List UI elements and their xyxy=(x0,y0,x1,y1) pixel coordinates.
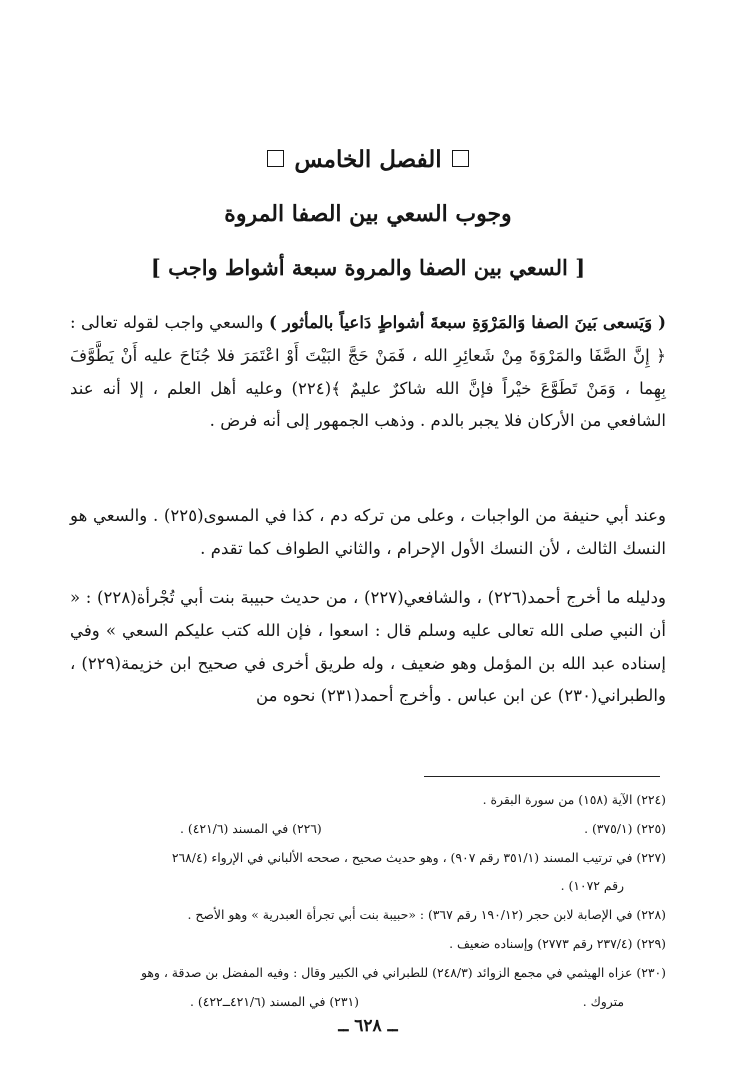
footnote-224: (٢٢٤) الآية (١٥٨) من سورة البقرة . xyxy=(482,792,666,807)
footnote-231: (٢٣١) في المسند (٤٢١/٦ــ٤٢٢) . xyxy=(190,993,359,1009)
paragraph-2-text: وعند أبي حنيفة من الواجبات ، وعلى من تركه دم ، كذا في المسوى(٢٢٥) . والسعي هو النسك الثالث ، لأن النسك الأول الإحرام ، والثاني الطواف كما تقدم . xyxy=(70,506,667,558)
matn-text: ( وَيَسعى بَينَ الصفا وَالمَرْوَةِ سبعةَ أشواطٍ دَاعياً بالمأثور ) xyxy=(268,312,667,332)
footnote-227: (٢٢٧) في ترتيب المسند (٣٥١/١ رقم ٩٠٧) ، وهو حديث صحيح ، صححه الألباني في الإرواء (٢٦٨/٤ xyxy=(171,849,666,865)
paragraph-3 xyxy=(70,582,666,713)
footnote-226: (٢٢٦) في المسند (٤٢١/٦) . xyxy=(180,820,322,836)
footnote-row-230-231 xyxy=(70,988,666,1017)
paragraph-1 xyxy=(70,306,666,438)
section-subtitle: [ السعي بين الصفا والمروة سبعة أشواط واجب ] xyxy=(150,255,586,280)
commentary-text: والسعي واجب لقوله تعالى : ﴿ إِنَّ الصَّفَا والمَرْوَةَ مِنْ شَعائِرِ الله ، فَمَنْ حَجَّ البَيْتَ أَوْ اعْتَمَرَ فلا جُنَاحَ عليه أَنْ يَطَّوَّفَ بِهِما ، وَمَنْ تَطَوَّعَ خيْراً فإنَّ الله شاكرٌ عليمٌ ﴾(٢٢٤) وعليه أهل العلم ، إلا أنه عند الشافعي من الأركان فلا يجبر بالدم . وذهب الجمهور إلى أنه فرض . xyxy=(70,313,666,431)
section-title: وجوب السعي بين الصفا المروة xyxy=(224,201,512,227)
footnote-227-continued: رقم ١٠٧٢) . xyxy=(560,878,624,894)
paragraph-3-text: ودليله ما أخرج أحمد(٢٢٦) ، والشافعي(٢٢٧) ، من حديث حبيبة بنت أبي تُجْرأة(٢٢٨) : « أن النبي صلى الله تعالى عليه وسلم قال : اسعوا ، فإن الله كتب عليكم السعي » وفي إسناده عبد الله بن المؤمل وهو ضعيف ، وله طريق أخرى في صحيح ابن خزيمة(٢٢٩) ، والطبراني(٢٣٠) عن ابن عباس . وأخرج أحمد(٢٣١) نحوه من xyxy=(70,588,666,706)
footnote-230-continued: متروك . xyxy=(582,993,624,1009)
chapter-heading xyxy=(0,140,736,180)
footnote-row-225-226 xyxy=(70,815,666,844)
footnote-228: (٢٢٨) في الإصابة لابن حجر (١٩٠/١٢ رقم ٣٦٧) : «حبيبة بنت أبي تجرأة العبدرية » وهو الأصح . xyxy=(187,907,666,923)
footnotes xyxy=(70,786,666,1016)
chapter-title: الفصل الخامس xyxy=(294,146,442,173)
footnote-divider xyxy=(424,776,660,777)
footnote-225: (٢٢٥) (٣٧٥/١) . xyxy=(584,820,666,836)
square-ornament-icon xyxy=(452,150,469,167)
square-ornament-icon xyxy=(267,150,284,167)
footnote-229: (٢٢٩) (٢٣٧/٤ رقم ٢٧٧٣) وإسناده ضعيف . xyxy=(449,935,666,951)
footnote-230: (٢٣٠) عزاه الهيثمي في مجمع الزوائد (٢٤٨/٣) للطبراني في الكبير وقال : وفيه المفضل بن صدقة ، وهو xyxy=(141,964,666,980)
paragraph-2 xyxy=(70,500,666,566)
page-number: ــ ٦٢٨ ــ xyxy=(338,1016,398,1036)
